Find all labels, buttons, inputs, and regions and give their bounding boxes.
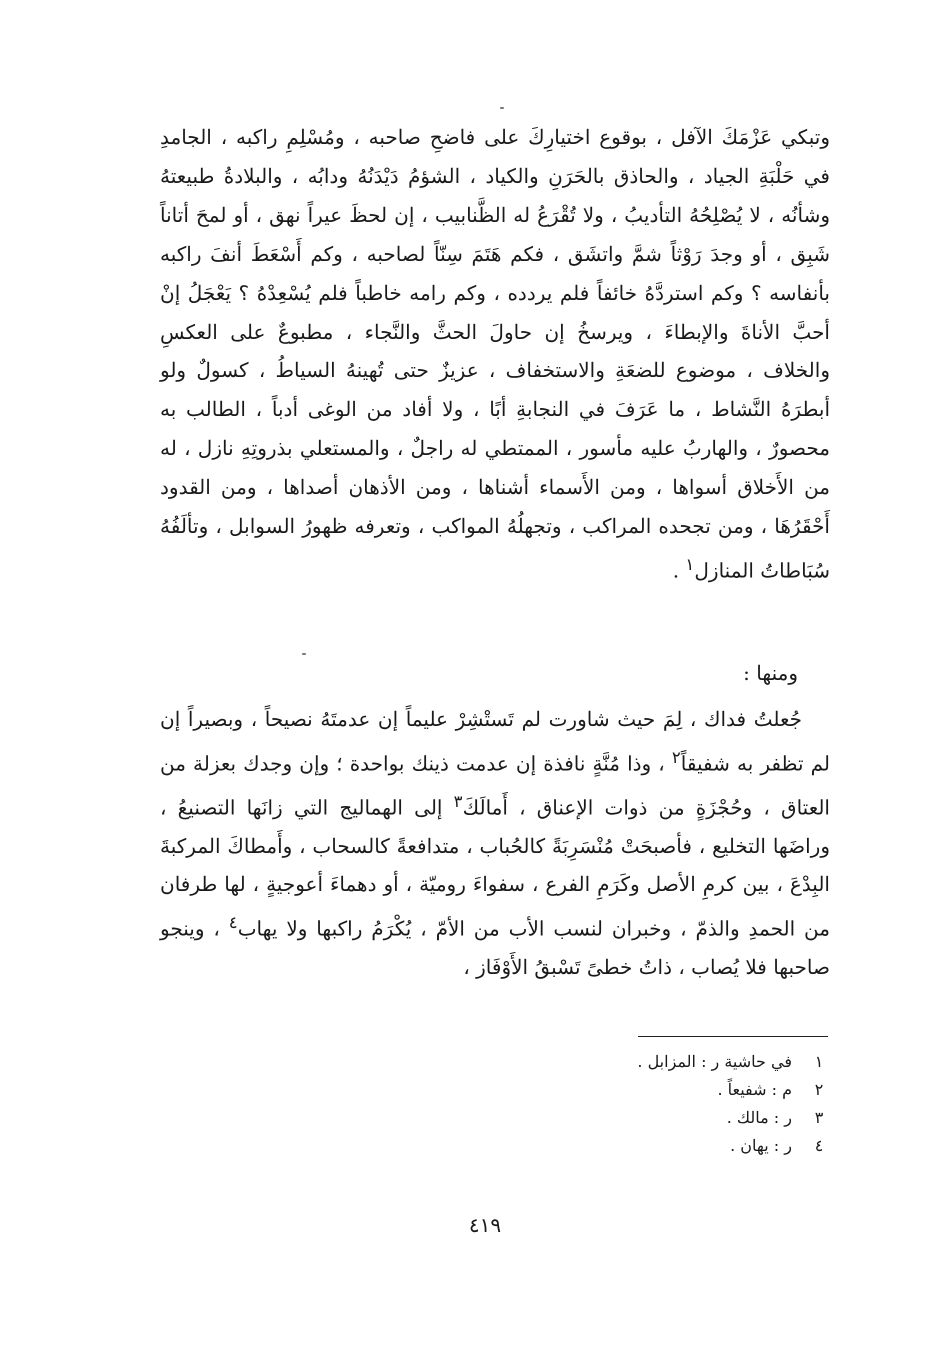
paragraph-1-end: . (672, 558, 686, 583)
footnote-number: ٣ (814, 1108, 824, 1127)
paragraph-2d-text: ، وينجو صاحبها فلا يُصاب ، ذاتُ خطىً تَسْبقُ الأَوْفَاز ، (160, 916, 830, 979)
scan-speck (302, 653, 306, 655)
footnote-ref-2: ٢ (671, 747, 681, 767)
paragraph-1 (160, 118, 830, 591)
scan-speck (500, 107, 504, 109)
footnote-text: ر : مالك . (726, 1108, 792, 1127)
footnote-item (430, 1048, 830, 1076)
paragraph-2 (160, 700, 830, 986)
footnote-text: م : شفيعاً . (717, 1080, 792, 1099)
footnote-text: ر : يهان . (730, 1136, 792, 1155)
footnote-ref-3: ٣ (453, 791, 463, 811)
footnote-ref-4: ٤ (228, 912, 238, 932)
footnote-divider (638, 1036, 828, 1037)
paragraph-2c-text: إلى الهماليج التي زانَها التصنيعُ ، وراضَها التخليع ، فأصبحَتْ مُنْسَرِبَةً كالحُباب ، متدافعةً كالسحاب ، وأَمطاكَ المركبةَ البِدْعَ ، بين كرمِ الأصل وكَرَمِ الفرع ، سفواءَ روميّة ، أو دهماءَ أعوجيةٍ ، لها طرفان من الحمدِ والذمّ ، وخبران لنسب الأب من الأمّ ، يُكْرَمُ راكبها ولا يهاب (160, 795, 830, 941)
footnote-ref-1: ١ (685, 554, 695, 574)
paragraph-2a-text: جُعلتُ فداك ، لِمَ حيث شاورت لم تَستْشِرْ عليماً إن عدمتَهُ نصيحاً ، وبصيراً إن لم تظفر به شفيقاً (160, 707, 830, 776)
footnote-number: ٤ (814, 1136, 824, 1155)
second-text-block (160, 700, 830, 986)
paragraph-1-text: وتبكي عَزْمَكَ الآفل ، بوقوع اختيارِكَ على فاضحِ صاحبه ، ومُسْلِمِ راكبه ، الجامدِ في حَلْبَةِ الجياد ، والحاذق بالحَرَنِ والكياد ، الشؤمُ دَيْدَنُهُ ودابُه ، والبلادةُ طبيعتهُ وشأنُه ، لا يُصْلِحُهُ التأديبُ ، ولا تُقْرَعُ له الظَّنابيب ، إن لحظَ عيراً نهق ، أو لمحَ أتاناً شَبِق ، أو وجدَ رَوْثاً شمَّ واتشَق ، فكم هَتَمَ سِنّاً لصاحبه ، وكم أَسْعَطَ أنفَ راكبه بأنفاسه ؟ وكم استردَّهُ خائفاً فلم يردده ، وكم رامه خاطباً فلم يُسْعِدْهُ ؟ يَعْجَلُ إنْ أحبَّ الأناةَ والإبطاءَ ، ويرسخُ إن حاولَ الحثَّ والنَّجاء ، مطبوعٌ على العكسِ والخلاف ، موضوع للضعَةِ والاستخفاف ، عزيزٌ حتى تُهينهُ السياطُ ، كسولٌ ولو أبطرَهُ النَّشاط ، ما عَرَفَ في النجابةِ أبًا ، ولا أفاد من الوغى أدباً ، الطالب به محصورٌ ، والهاربُ عليه مأسور ، الممتطي له راجلٌ ، والمستعلي بذروتِهِ نازل ، له من الأَخلاق أسواها ، ومن الأَسماء أشناها ، ومن الأذهان أصداها ، ومن القدود أَحْقَرُهَا ، ومن تجحده المراكب ، وتجهلُهُ المواكب ، وتعرفه ظهورُ السوابل ، وتألَفُهُ سُبَاطاتُ المنازل (160, 125, 830, 583)
paragraph-2b-text: ، وذا مُنَّةٍ نافذة إن عدمت ذينك بواحدة ؛ وإن وجدك بعزلة من العتاق ، وحُجْزَةٍ من ذوات الإعناق ، أَمالَكَ (160, 751, 830, 820)
footnote-item (430, 1132, 830, 1160)
section-label: ومنها : (743, 661, 798, 685)
footnote-number: ١ (814, 1052, 824, 1071)
footnote-item (430, 1076, 830, 1104)
footnote-text: في حاشية ر : المزابل . (637, 1052, 792, 1071)
page-number: ٤١٩ (468, 1213, 502, 1237)
footnotes (430, 1048, 830, 1160)
footnote-item (430, 1104, 830, 1132)
main-text-block (160, 118, 830, 591)
footnote-number: ٢ (814, 1080, 824, 1099)
